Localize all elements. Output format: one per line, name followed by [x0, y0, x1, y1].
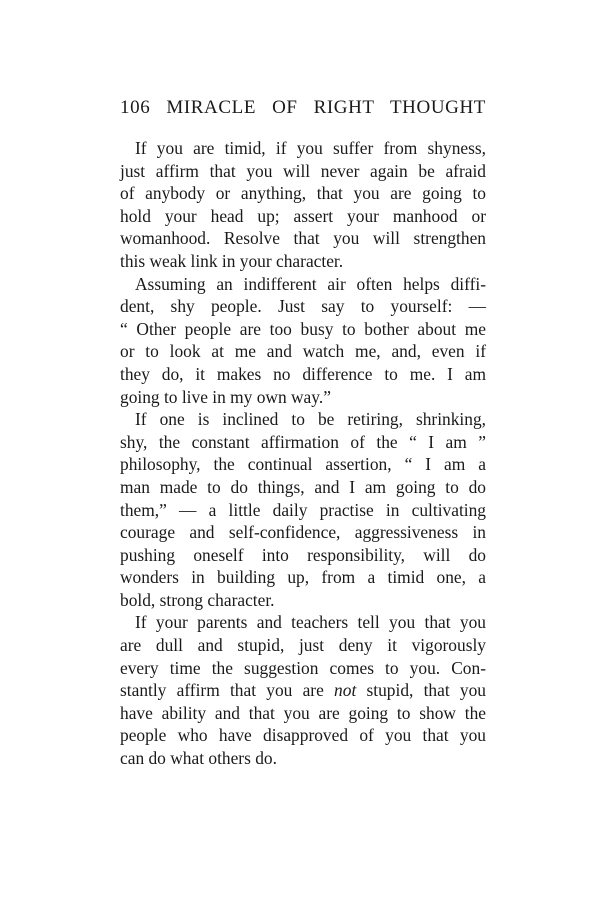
text-segment: stupid, that you	[356, 680, 486, 701]
paragraph	[120, 611, 486, 769]
text-line: are dull and stupid, just deny it vigorously	[120, 635, 486, 656]
text-line: they do, it makes no difference to me. I am	[120, 363, 486, 384]
text-line: womanhood. Resolve that you will strengthen	[120, 228, 486, 249]
running-title: MIRACLE OF RIGHT THOUGHT	[166, 97, 486, 118]
paragraph	[120, 273, 486, 409]
emphasis: not	[334, 680, 357, 701]
running-header	[120, 97, 486, 119]
text-line: “ Other people are too busy to bother about me	[120, 318, 486, 339]
text-line: going to live in my own way.”	[120, 386, 331, 407]
text-line: of anybody or anything, that you are going to	[120, 183, 486, 204]
text-line: bold, strong character.	[120, 589, 275, 610]
text-line: hold your head up; assert your manhood or	[120, 205, 486, 226]
text-line: If your parents and teachers tell you that you	[135, 612, 486, 633]
text-line: can do what others do.	[120, 748, 277, 769]
text-line: courage and self-confidence, aggressiveness in	[120, 522, 486, 543]
text-line: wonders in building up, from a timid one, a	[120, 567, 486, 588]
text-line: Assuming an indifferent air often helps diffi-	[135, 273, 486, 294]
page-number: 106	[120, 97, 151, 118]
text-line-with-emphasis	[120, 679, 486, 702]
page-body	[120, 137, 486, 770]
text-line: just affirm that you will never again be afraid	[120, 160, 486, 181]
text-line: this weak link in your character.	[120, 250, 344, 271]
text-line: pushing oneself into responsibility, will do	[120, 544, 486, 565]
text-line: them,” — a little daily practise in cultivating	[120, 499, 486, 520]
text-line: have ability and that you are going to show the	[120, 702, 486, 723]
text-line: or to look at me and watch me, and, even if	[120, 341, 486, 362]
text-line: If you are timid, if you suffer from shyness,	[135, 138, 486, 158]
text-line: man made to do things, and I am going to do	[120, 476, 486, 497]
paragraph	[120, 137, 486, 273]
text-line: shy, the constant affirmation of the “ I am ”	[120, 431, 486, 452]
text-segment: stantly affirm that you are	[120, 680, 335, 701]
text-line: If one is inclined to be retiring, shrinking,	[135, 409, 486, 430]
text-line: philosophy, the continual assertion, “ I am a	[120, 454, 486, 475]
text-line: dent, shy people. Just say to yourself: —	[120, 296, 486, 317]
text-line: every time the suggestion comes to you. Con-	[120, 657, 486, 678]
paragraph	[120, 408, 486, 611]
text-line: people who have disapproved of you that you	[120, 725, 486, 746]
